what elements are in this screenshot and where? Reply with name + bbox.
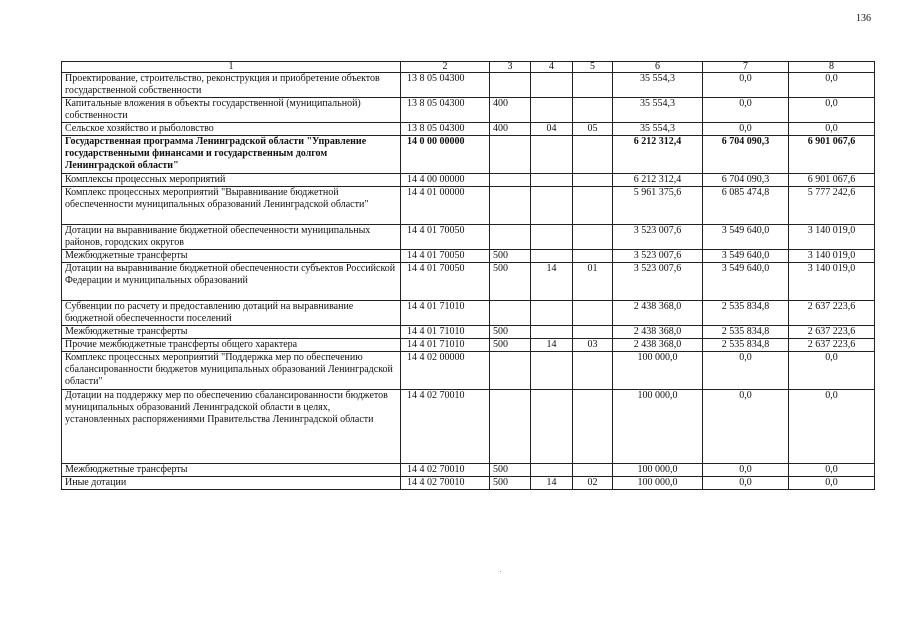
row-value-year3: 0,0 <box>789 73 875 98</box>
table-row <box>62 263 875 301</box>
row-vr: 500 <box>490 339 531 352</box>
row-value-year1: 100 000,0 <box>613 390 703 464</box>
row-pr <box>573 390 613 464</box>
column-header: 7 <box>703 62 789 73</box>
table-row <box>62 326 875 339</box>
row-name: Государственная программа Ленинградской области "Управление государственными финансами и государственным долгом Ленинградской области" <box>62 136 401 174</box>
page-number: 136 <box>856 13 871 24</box>
row-rz <box>531 301 573 326</box>
row-value-year1: 5 961 375,6 <box>613 187 703 225</box>
row-value-year3: 2 637 223,6 <box>789 339 875 352</box>
row-vr: 400 <box>490 98 531 123</box>
column-header: 1 <box>62 62 401 73</box>
row-code: 14 4 01 71010 <box>401 339 490 352</box>
row-value-year1: 35 554,3 <box>613 73 703 98</box>
column-header: 8 <box>789 62 875 73</box>
row-value-year2: 0,0 <box>703 98 789 123</box>
row-value-year3: 6 901 067,6 <box>789 136 875 174</box>
row-pr <box>573 98 613 123</box>
row-value-year2: 6 704 090,3 <box>703 174 789 187</box>
row-pr <box>573 225 613 250</box>
row-name: Иные дотации <box>62 477 401 490</box>
row-value-year3: 3 140 019,0 <box>789 263 875 301</box>
column-header: 4 <box>531 62 573 73</box>
row-pr: 01 <box>573 263 613 301</box>
row-value-year3: 0,0 <box>789 123 875 136</box>
row-name: Проектирование, строительство, реконструкция и приобретение объектов государственной собственности <box>62 73 401 98</box>
row-rz <box>531 250 573 263</box>
row-value-year3: 0,0 <box>789 390 875 464</box>
row-code: 14 4 01 71010 <box>401 301 490 326</box>
row-code: 14 4 01 00000 <box>401 187 490 225</box>
row-value-year2: 3 549 640,0 <box>703 225 789 250</box>
row-pr: 03 <box>573 339 613 352</box>
table-row <box>62 174 875 187</box>
row-value-year2: 0,0 <box>703 464 789 477</box>
row-value-year2: 2 535 834,8 <box>703 301 789 326</box>
row-value-year2: 0,0 <box>703 390 789 464</box>
row-name: Дотации на поддержку мер по обеспечению сбалансированности бюджетов муниципальных образований Ленинградской области в целях, установленных распоряжениями Правительства Ленинградской области <box>62 390 401 464</box>
scan-speck <box>500 571 501 572</box>
row-rz <box>531 98 573 123</box>
row-rz: 14 <box>531 263 573 301</box>
row-value-year3: 3 140 019,0 <box>789 225 875 250</box>
row-pr <box>573 326 613 339</box>
row-vr <box>490 73 531 98</box>
row-name: Межбюджетные трансферты <box>62 250 401 263</box>
row-code: 14 4 01 70050 <box>401 263 490 301</box>
table-row <box>62 339 875 352</box>
row-value-year3: 0,0 <box>789 464 875 477</box>
table-row <box>62 73 875 98</box>
row-pr <box>573 136 613 174</box>
column-header: 3 <box>490 62 531 73</box>
row-value-year1: 3 523 007,6 <box>613 225 703 250</box>
row-value-year2: 6 085 474,8 <box>703 187 789 225</box>
row-value-year2: 0,0 <box>703 73 789 98</box>
row-value-year2: 3 549 640,0 <box>703 263 789 301</box>
row-name: Комплекс процессных мероприятий "Выравнивание бюджетной обеспеченности муниципальных образований Ленинградской области" <box>62 187 401 225</box>
row-value-year1: 35 554,3 <box>613 123 703 136</box>
row-code: 13 8 05 04300 <box>401 123 490 136</box>
column-header: 2 <box>401 62 490 73</box>
row-value-year3: 0,0 <box>789 352 875 390</box>
row-vr <box>490 225 531 250</box>
row-rz <box>531 352 573 390</box>
row-code: 14 4 02 70010 <box>401 477 490 490</box>
row-value-year1: 2 438 368,0 <box>613 326 703 339</box>
row-value-year1: 6 212 312,4 <box>613 136 703 174</box>
row-value-year1: 3 523 007,6 <box>613 250 703 263</box>
table-row <box>62 352 875 390</box>
column-header: 6 <box>613 62 703 73</box>
row-name: Комплекс процессных мероприятий "Поддержка мер по обеспечению сбалансированности бюджетов муниципальных образований Ленинградской области" <box>62 352 401 390</box>
row-name: Межбюджетные трансферты <box>62 326 401 339</box>
row-value-year1: 100 000,0 <box>613 477 703 490</box>
row-value-year1: 3 523 007,6 <box>613 263 703 301</box>
row-rz <box>531 326 573 339</box>
row-name: Комплексы процессных мероприятий <box>62 174 401 187</box>
row-rz: 14 <box>531 339 573 352</box>
column-header: 5 <box>573 62 613 73</box>
row-rz <box>531 187 573 225</box>
row-pr <box>573 73 613 98</box>
row-value-year3: 0,0 <box>789 98 875 123</box>
row-value-year1: 2 438 368,0 <box>613 301 703 326</box>
row-vr <box>490 174 531 187</box>
row-name: Дотации на выравнивание бюджетной обеспеченности субъектов Российской Федерации и муниципальных образований <box>62 263 401 301</box>
row-value-year3: 3 140 019,0 <box>789 250 875 263</box>
row-pr <box>573 352 613 390</box>
row-vr: 500 <box>490 477 531 490</box>
table-row <box>62 225 875 250</box>
table-row <box>62 136 875 174</box>
row-value-year3: 0,0 <box>789 477 875 490</box>
row-vr: 500 <box>490 263 531 301</box>
row-value-year2: 3 549 640,0 <box>703 250 789 263</box>
row-vr <box>490 352 531 390</box>
row-name: Субвенции по расчету и предоставлению дотаций на выравнивание бюджетной обеспеченности поселений <box>62 301 401 326</box>
row-code: 14 0 00 00000 <box>401 136 490 174</box>
row-code: 13 8 05 04300 <box>401 98 490 123</box>
row-value-year2: 0,0 <box>703 123 789 136</box>
row-value-year1: 6 212 312,4 <box>613 174 703 187</box>
row-vr: 500 <box>490 326 531 339</box>
row-code: 14 4 01 70050 <box>401 225 490 250</box>
row-value-year2: 0,0 <box>703 477 789 490</box>
row-code: 14 4 02 70010 <box>401 390 490 464</box>
row-vr: 400 <box>490 123 531 136</box>
row-rz: 14 <box>531 477 573 490</box>
table-row <box>62 98 875 123</box>
row-vr: 500 <box>490 250 531 263</box>
table-row <box>62 187 875 225</box>
header-row <box>62 62 875 73</box>
row-pr: 02 <box>573 477 613 490</box>
table-row <box>62 301 875 326</box>
row-value-year3: 6 901 067,6 <box>789 174 875 187</box>
row-vr: 500 <box>490 464 531 477</box>
row-pr <box>573 187 613 225</box>
row-name: Капитальные вложения в объекты государственной (муниципальной) собственности <box>62 98 401 123</box>
row-vr <box>490 187 531 225</box>
row-value-year1: 100 000,0 <box>613 352 703 390</box>
row-pr <box>573 464 613 477</box>
row-code: 14 4 02 70010 <box>401 464 490 477</box>
row-pr <box>573 174 613 187</box>
row-rz <box>531 136 573 174</box>
table-row <box>62 390 875 464</box>
row-value-year2: 0,0 <box>703 352 789 390</box>
row-vr <box>490 390 531 464</box>
row-rz: 04 <box>531 123 573 136</box>
row-value-year1: 35 554,3 <box>613 98 703 123</box>
row-rz <box>531 464 573 477</box>
row-code: 13 8 05 04300 <box>401 73 490 98</box>
row-vr <box>490 301 531 326</box>
row-code: 14 4 01 70050 <box>401 250 490 263</box>
row-name: Межбюджетные трансферты <box>62 464 401 477</box>
row-value-year3: 2 637 223,6 <box>789 301 875 326</box>
row-value-year1: 2 438 368,0 <box>613 339 703 352</box>
row-rz <box>531 73 573 98</box>
row-pr <box>573 301 613 326</box>
row-value-year2: 2 535 834,8 <box>703 339 789 352</box>
table-row <box>62 123 875 136</box>
row-code: 14 4 00 00000 <box>401 174 490 187</box>
row-rz <box>531 225 573 250</box>
row-value-year3: 2 637 223,6 <box>789 326 875 339</box>
row-code: 14 4 02 00000 <box>401 352 490 390</box>
row-value-year3: 5 777 242,6 <box>789 187 875 225</box>
row-rz <box>531 390 573 464</box>
table-row <box>62 250 875 263</box>
row-value-year2: 6 704 090,3 <box>703 136 789 174</box>
row-rz <box>531 174 573 187</box>
budget-table <box>61 61 875 490</box>
row-vr <box>490 136 531 174</box>
row-pr: 05 <box>573 123 613 136</box>
row-name: Прочие межбюджетные трансферты общего характера <box>62 339 401 352</box>
table-row <box>62 464 875 477</box>
row-pr <box>573 250 613 263</box>
table-row <box>62 477 875 490</box>
row-code: 14 4 01 71010 <box>401 326 490 339</box>
row-value-year1: 100 000,0 <box>613 464 703 477</box>
row-name: Сельское хозяйство и рыболовство <box>62 123 401 136</box>
row-name: Дотации на выравнивание бюджетной обеспеченности муниципальных районов, городских округов <box>62 225 401 250</box>
row-value-year2: 2 535 834,8 <box>703 326 789 339</box>
